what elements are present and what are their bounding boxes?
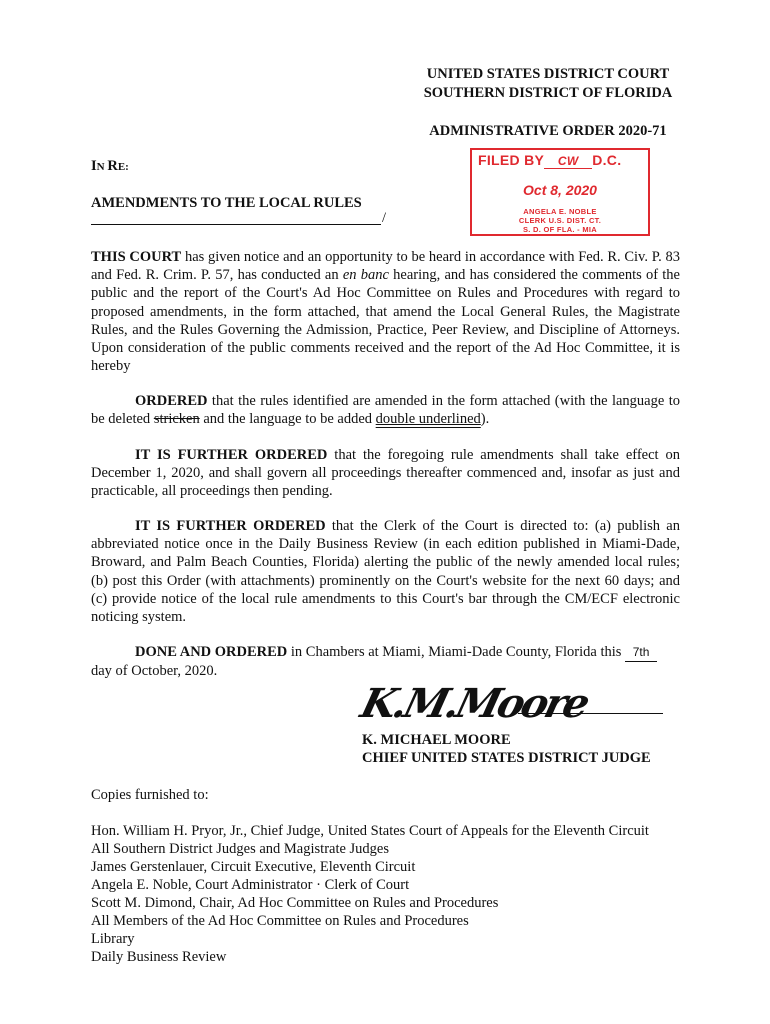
- caption-rule-line: [91, 210, 381, 225]
- copies-heading: Copies furnished to:: [91, 787, 209, 803]
- day-blank: 7th: [625, 643, 657, 662]
- caption-slash: /: [382, 210, 387, 226]
- paragraph-effective-date: IT IS FURTHER ORDERED that the foregoing rule amendments shall take effect on December 1, 2020, and shall govern all proceedings thereafter commenced and, insofar as just and practicable, all proceedings then pending.: [91, 447, 680, 500]
- paragraph-clerk-directive: IT IS FURTHER ORDERED that the Clerk of the Court is directed to: (a) publish an abbreviated notice once in the Daily Business Review (in each edition published in Miami-Dade, Broward, and Palm Beach Counties, Florida) alerting the public of the newly amended local rules; (b) post this Order (with attachments) prominently on the Court's website for the next 60 days; and (c) provide notice of the local rule amendments to this Court's bar through the CM/ECF electronic noticing system.: [91, 518, 680, 626]
- order-title: ADMINISTRATIVE ORDER 2020-71: [429, 123, 667, 139]
- copies-recipient: James Gerstenlauer, Circuit Executive, Eleventh Circuit: [91, 859, 416, 875]
- filed-stamp: [470, 148, 650, 236]
- copies-recipient: Daily Business Review: [91, 949, 227, 965]
- stamp-clerk-name: ANGELA E. NOBLE: [523, 207, 597, 216]
- district-name: SOUTHERN DISTRICT OF FLORIDA: [423, 85, 673, 101]
- caption-subject: AMENDMENTS TO THE LOCAL RULES: [91, 195, 362, 211]
- paragraph-ordered: ORDERED that the rules identified are amended in the form attached (with the language to be deleted stricken and the language to be added double underlined).: [91, 393, 680, 428]
- copies-recipient: All Members of the Ad Hoc Committee on Rules and Procedures: [91, 913, 469, 929]
- judge-signature: K.M.Moore: [356, 680, 592, 727]
- stamp-clerk-title: CLERK U.S. DIST. CT.: [518, 216, 602, 225]
- paragraph-notice: THIS COURT has given notice and an opportunity to be heard in accordance with Fed. R. Civ. P. 83 and Fed. R. Crim. P. 57, has conducted an en banc hearing, and has considered the comments of the public and the report of the Court's Ad Hoc Committee on Rules and Procedures with regard to proposed amendments, in the form attached, that amend the Local General Rules, the Magistrate Rules, and the Rules Governing the Admission, Practice, Peer Review, and Discipline of Attorneys. Upon consideration of the public comments received and the report of the Ad Hoc Committee, it is hereby: [91, 249, 680, 375]
- copies-recipient: Angela E. Noble, Court Administrator · Clerk of Court: [91, 877, 410, 893]
- stamp-date: Oct 8, 2020: [523, 182, 597, 198]
- stamp-initials: CW: [544, 154, 592, 169]
- judge-title: CHIEF UNITED STATES DISTRICT JUDGE: [362, 750, 651, 766]
- copies-recipient: All Southern District Judges and Magistrate Judges: [91, 841, 390, 857]
- paragraph-done-ordered: DONE AND ORDERED in Chambers at Miami, Miami-Dade County, Florida this 7th day of October, 2020.: [91, 643, 680, 680]
- copies-recipient: Hon. William H. Pryor, Jr., Chief Judge, United States Court of Appeals for the Eleventh Circuit: [91, 823, 649, 839]
- judge-name: K. MICHAEL MOORE: [362, 732, 511, 748]
- stamp-district: S. D. OF FLA. - MIA: [522, 225, 598, 234]
- stamp-filed-by: FILED BY CW D.C.: [478, 152, 622, 168]
- copies-recipient: Library: [91, 931, 135, 947]
- signature-line: [518, 713, 663, 714]
- in-re-label: IN RE:: [91, 158, 129, 174]
- copies-recipient: Scott M. Dimond, Chair, Ad Hoc Committee on Rules and Procedures: [91, 895, 499, 911]
- court-name: UNITED STATES DISTRICT COURT: [426, 66, 670, 82]
